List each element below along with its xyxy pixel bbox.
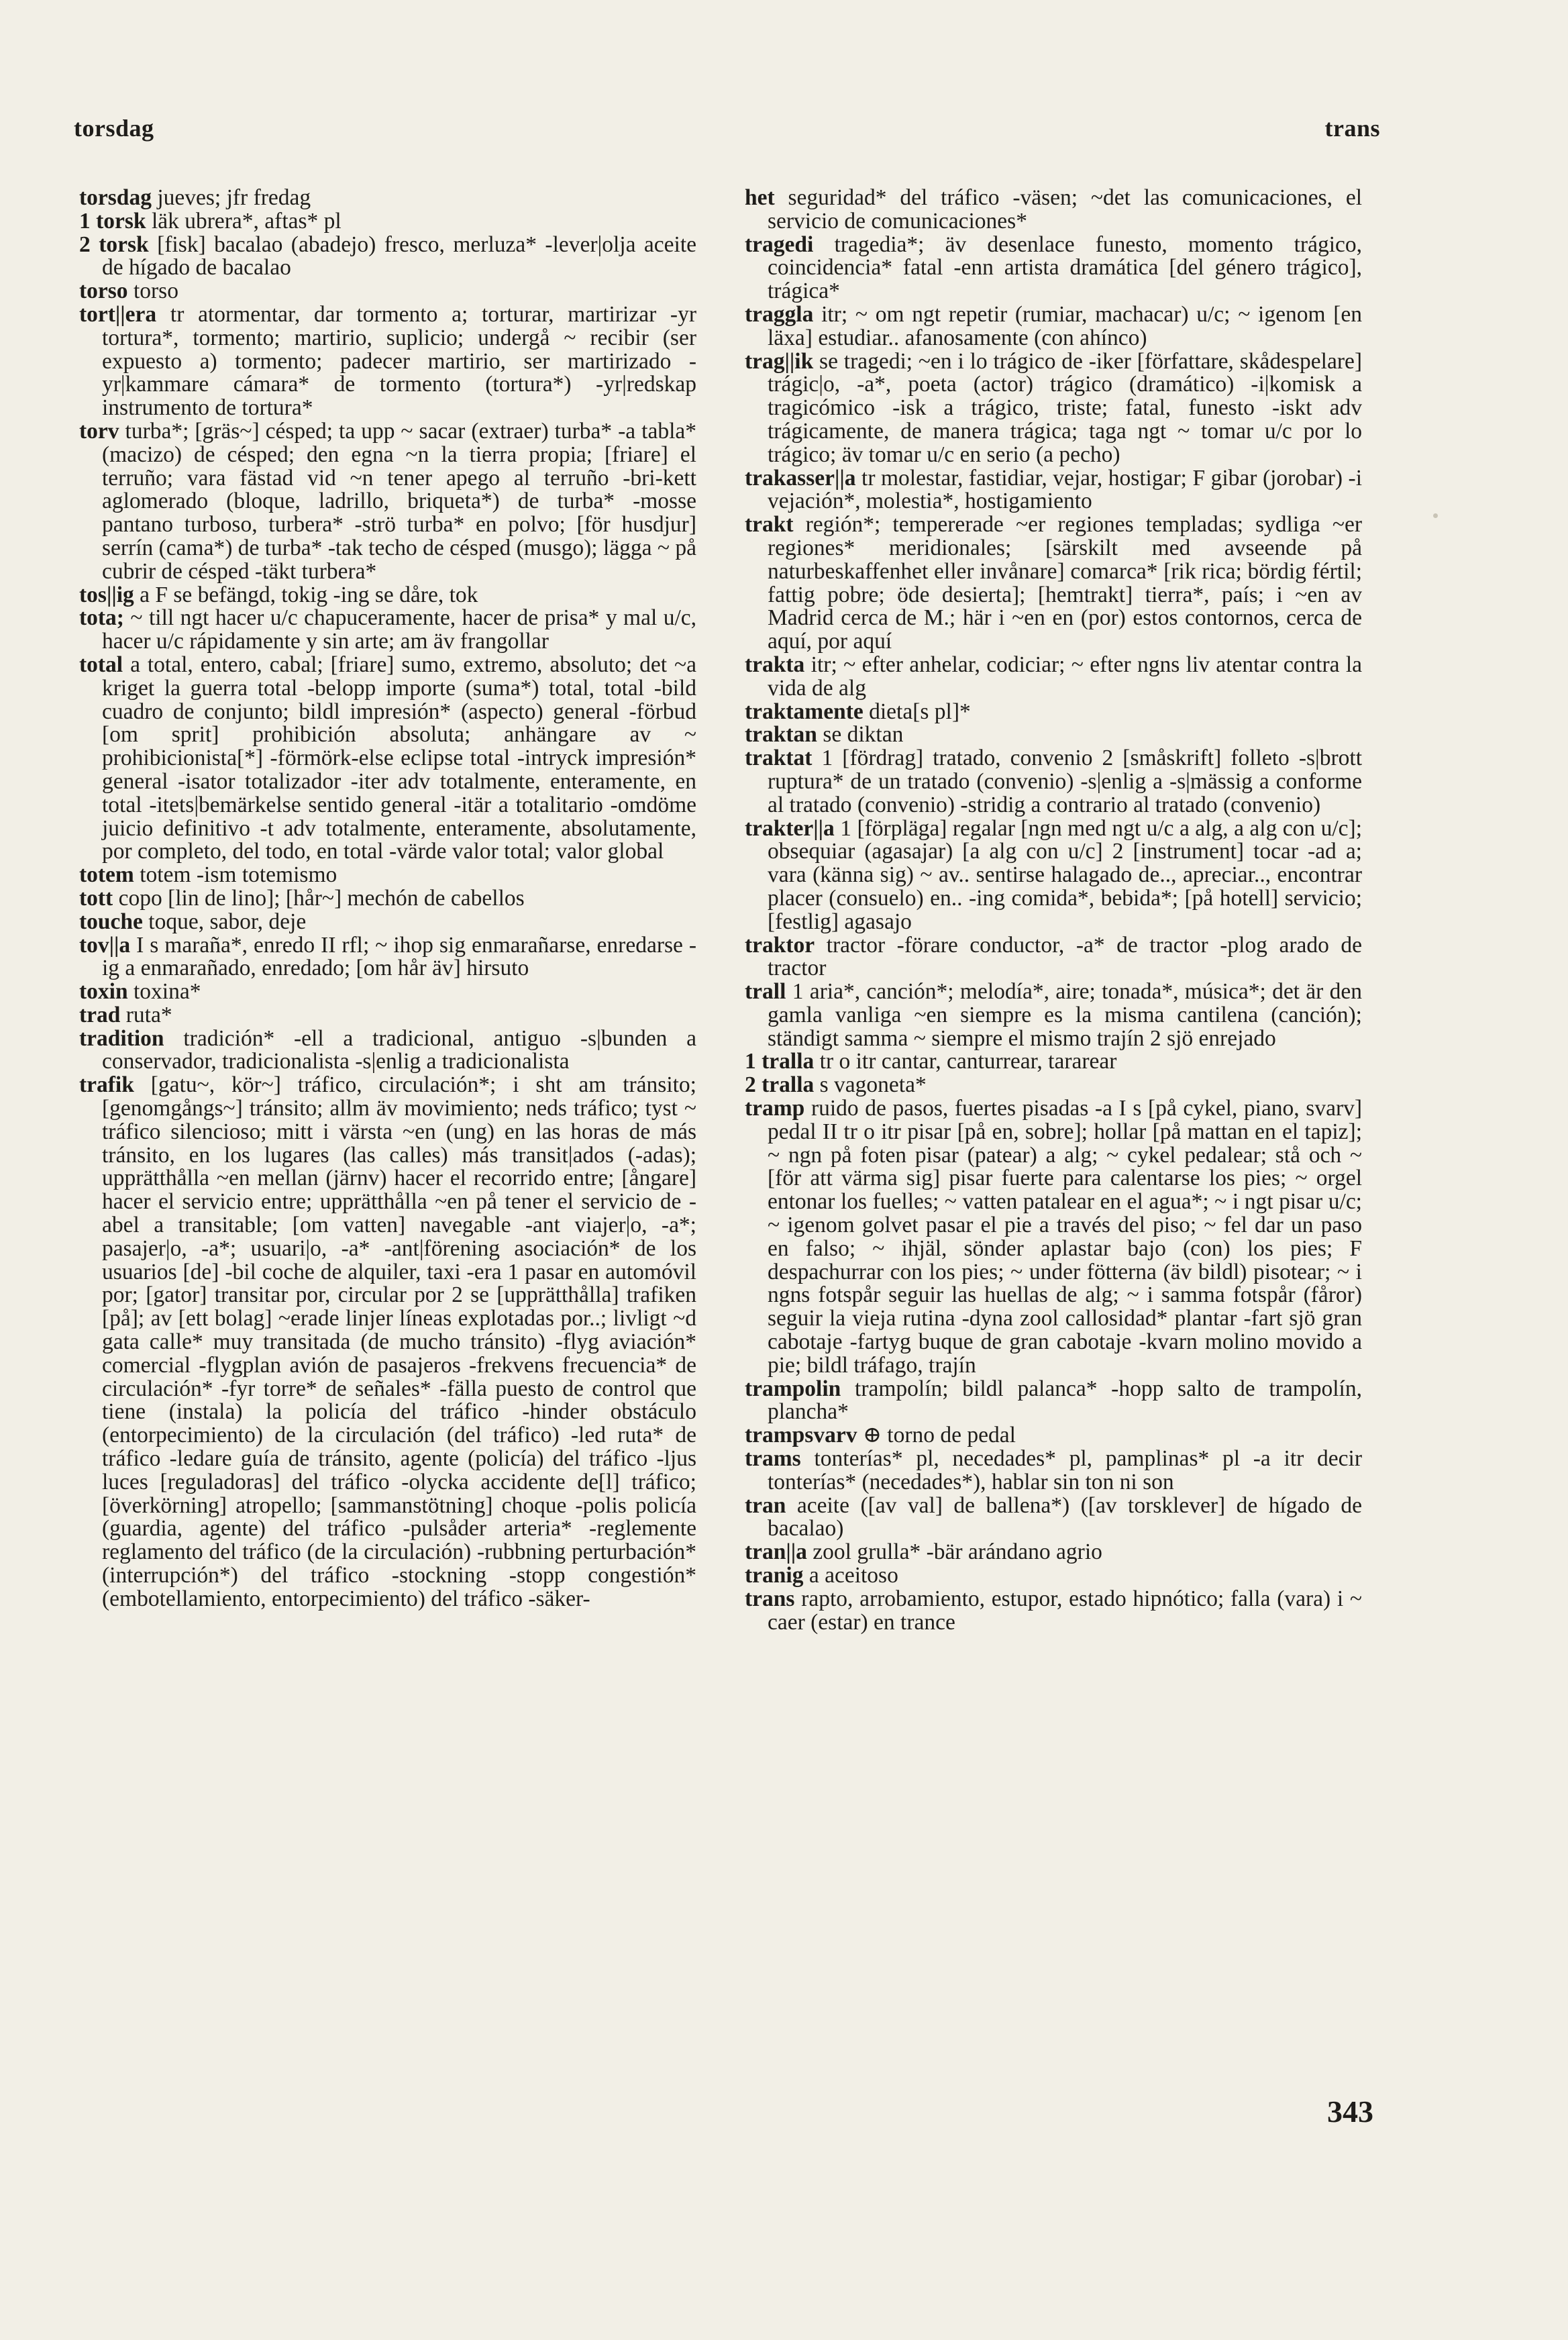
entry-definition: ~ till ngt hacer u/c chapuceramente, hacer de prisa* y mal u/c, hacer u/c rápidamente y sin arte; am äv frangollar xyxy=(102,605,696,654)
dictionary-entry xyxy=(745,1588,1362,1635)
entry-definition: itr; ~ efter anhelar, codiciar; ~ efter ngns liv atentar contra la vida de alg xyxy=(768,652,1363,701)
dictionary-entry xyxy=(745,303,1362,350)
entry-headword: torv xyxy=(79,418,119,444)
entry-headword: trampsvarv xyxy=(745,1423,857,1448)
left-guide-word: torsdag xyxy=(74,115,154,142)
entry-headword: totem xyxy=(79,862,134,888)
dictionary-entry xyxy=(745,187,1362,234)
dictionary-entry xyxy=(745,1378,1362,1425)
dictionary-entry xyxy=(79,280,696,303)
dictionary-entry xyxy=(745,817,1362,934)
entry-headword: trakasser||a xyxy=(745,465,856,491)
dictionary-entry xyxy=(79,420,696,584)
dictionary-entry xyxy=(745,1447,1362,1494)
entry-definition: tr molestar, fastidiar, vejar, hostigar; F gibar (jorobar) -i vejación*, molestia*, hostigamiento xyxy=(768,465,1363,514)
dictionary-entry xyxy=(745,350,1362,467)
dictionary-entry xyxy=(745,723,1362,747)
entry-definition: 1 aria*, canción*; melodía*, aire; tonada*, música*; det är den gamla vanliga ~en siempre es la misma cantilena (canción); ständigt samma ~ siempre el mismo trajín 2 sjö enrejado xyxy=(768,979,1363,1051)
entry-definition: jueves; jfr fredag xyxy=(157,185,311,210)
entry-definition: a F se befängd, tokig -ing se dåre, tok xyxy=(140,582,478,607)
entry-headword: tov||a xyxy=(79,932,131,958)
dictionary-entry xyxy=(745,1541,1362,1564)
entry-headword: trad xyxy=(79,1002,121,1027)
entry-definition: dieta[s pl]* xyxy=(869,699,971,724)
dictionary-entry xyxy=(79,1027,696,1074)
dictionary-entry xyxy=(79,934,696,981)
right-guide-word: trans xyxy=(1324,115,1380,142)
dictionary-entry xyxy=(79,303,696,420)
entry-definition: se tragedi; ~en i lo trágico de -iker [författare, skådespelare] trágic|o, -a*, poeta (actor) trágico (dramático) -i|komisk a tragicómico -isk a trágico, triste; fatal, funesto -iskt adv trágicamente, de manera trágica; taga ngt ~ tomar u/c por lo trágico; äv tomar u/c en serio (a pecho) xyxy=(768,348,1363,467)
dictionary-entry xyxy=(745,1050,1362,1074)
entry-definition: [gatu~, kör~] tráfico, circulación*; i sht am tránsito; [genomgångs~] tránsito; allm äv movimiento; neds tráfico; tyst ~ tráfico silencioso; mitt i värsta ~en (ung) en las horas de más tránsito, en los lugares (las calles) más transit|ados (-adas); upprätthålla ~en mellan (järnv) hacer el recorrido entre; [ångare] hacer el servicio entre; upprätthålla ~en på tener el servicio de -abel a transitable; [om vatten] navegable -ant viajer|o, -a*; pasajer|o, -a*; usuari|o, -a* -ant|förening asociación* de los usuarios [de] -bil coche de alquiler, taxi -era 1 pasar en automóvil por; [gator] transitar por, circular por 2 se [upprätthålla] trafiken [på]; av [ett bolag] ~erade linjer líneas explotadas por..; livligt ~d gata calle* muy transitada (de mucho tránsito) -flyg aviación* comercial -flygplan avión de pasajeros -frekvens frecuencia* de circulación* -fyr torre* de señales* -fälla puesto de control que tiene (instala) la policía del tráfico -hinder obstáculo (entorpecimiento) de la circulación (del tráfico) -led ruta* de tráfico -ledare guía de tránsito, agente (policía) del tráfico -ljus luces [reguladoras] del tráfico -olycka accidente de[l] tráfico; [överkörning] atropello; [sammanstötning] choque -polis policía (guardia, agente) del tráfico -pulsåder arteria* -reglemente reglamento del tráfico (de la circulación) -rubbning perturbación* (interrupción*) del tráfico -stockning -stopp congestión* (embotellamiento, entorpecimiento) del tráfico -säker- xyxy=(102,1072,696,1611)
entry-definition: tonterías* pl, necedades* pl, pamplinas* pl -a itr decir tonterías* (necedades*), hablar sin ton ni son xyxy=(768,1446,1362,1494)
entry-headword: trans xyxy=(745,1586,795,1611)
dictionary-entry xyxy=(79,187,696,210)
dictionary-entry xyxy=(745,513,1362,654)
entry-definition: a aceitoso xyxy=(808,1563,898,1588)
entry-definition: seguridad* del tráfico -väsen; ~det las comunicaciones, el servicio de comunicaciones* xyxy=(768,185,1363,234)
entry-headword: trams xyxy=(745,1446,801,1472)
entry-definition: tradición* -ell a tradicional, antiguo -s|bunden a conservador, tradicionalista -s|enlig a tradicionalista xyxy=(102,1025,697,1074)
dictionary-entry xyxy=(745,1564,1362,1588)
entry-definition: s vagoneta* xyxy=(819,1072,927,1098)
entry-headword: tott xyxy=(79,885,113,911)
entry-headword: total xyxy=(79,652,123,677)
entry-definition: rapto, arrobamiento, estupor, estado hipnótico; falla (vara) i ~ caer (estar) en trance xyxy=(768,1586,1363,1635)
dictionary-entry xyxy=(79,234,696,281)
entry-headword: tran||a xyxy=(745,1539,807,1565)
entry-definition: copo [lin de lino]; [hår~] mechón de cabellos xyxy=(118,885,525,911)
entry-definition: tr atormentar, dar tormento a; torturar, martirizar -yr tortura*, tormento; martirio, suplicio; undergå ~ recibir (ser expuesto a) tormento; padecer martirio, ser martirizado -yr|kammare cámara* de tormento (tortura*) -yr|redskap instrumento de tortura* xyxy=(102,301,696,421)
dictionary-entry xyxy=(79,1004,696,1027)
entry-headword: 1 torsk xyxy=(79,208,146,234)
entry-definition: toxina* xyxy=(133,979,201,1005)
dictionary-entry xyxy=(79,654,696,864)
entry-headword: torsdag xyxy=(79,185,152,210)
entry-definition: toque, sabor, deje xyxy=(148,909,307,934)
entry-headword: tranig xyxy=(745,1563,804,1588)
entry-definition: trampolín; bildl palanca* -hopp salto de trampolín, plancha* xyxy=(768,1376,1362,1425)
dictionary-entry xyxy=(745,980,1362,1050)
dictionary-entry xyxy=(79,980,696,1004)
dictionary-entry xyxy=(745,934,1362,981)
entry-headword: 1 tralla xyxy=(745,1049,815,1074)
entry-definition: 1 [fördrag] tratado, convenio 2 [småskrift] folleto -s|brott ruptura* de un tratado (convenio) -s|enlig a -s|mässig a conforme al tratado (convenio) -stridig a contrario al tratado (convenio) xyxy=(768,746,1362,817)
entry-definition: región*; tempererade ~er regiones templadas; sydliga ~er regiones* meridionales; [särskilt med avseende på naturbeskaffenhet eller invånare] comarca* [rik rica; bördig fértil; fattig pobre; öde desierta]; [hemtrakt] tierra*, país; i ~en av Madrid cerca de M.; här i ~en en (por) estos contornos, cerca de aquí, por aquí xyxy=(768,512,1363,654)
dictionary-entry xyxy=(745,747,1362,817)
dictionary-entry xyxy=(79,210,696,234)
entry-headword: 2 torsk xyxy=(79,232,149,257)
entry-definition: ruido de pasos, fuertes pisadas -a I s [på cykel, piano, svarv] pedal II tr o itr pisar [på en, sobre]; hollar [på mattan en el tapiz]; ~ ngn på foten pisar (patear) a alg; ~ cykel pedalear; stå och ~ [för att värma sig] pisar fuerte para calentarse los pies; ~ orgel entonar los fuelles; ~ vatten patalear en el agua*; ~ i ngt pisar u/c; ~ igenom golvet pasar el pie a través del piso; ~ fel dar un paso en falso; ~ ihjäl, sönder aplastar bajo (con) los pies; F despachurrar con los pies; ~ under fötterna (äv bildl) pisotear; ~ i ngns fotspår seguir las huellas de alg; ~ i samma fotspår (fåror) seguir la vieja rutina -dyna zool callosidad* plantar -fart sjö gran cabotaje -fartyg buque de gran cabotaje -kvarn molino movido a pie; bildl tráfago, trajín xyxy=(768,1096,1363,1378)
entry-headword: trall xyxy=(745,979,786,1005)
dictionary-entry xyxy=(745,234,1362,303)
dictionary-entry xyxy=(745,1074,1362,1097)
entry-headword: tramp xyxy=(745,1096,805,1121)
dictionary-entry xyxy=(79,584,696,607)
entry-definition: ruta* xyxy=(125,1002,172,1027)
paper-speck xyxy=(1433,513,1438,518)
dictionary-entry xyxy=(79,864,696,887)
entry-definition: se diktan xyxy=(823,722,904,748)
entry-definition: zool grulla* -bär arándano agrio xyxy=(813,1539,1102,1565)
entry-definition: 1 [förpläga] regalar [ngn med ngt u/c a alg, a alg con u/c]; obsequiar (agasajar) [a alg con u/c] 2 [instrument] tocar -ad a; vara (känna sig) ~ av.. sentirse halagado de.., apreciar.., encontrar placer (consuelo) en.. -ing comida*, bebida*; [på hotell] servicio; [festlig] agasajo xyxy=(768,815,1363,934)
dictionary-entry xyxy=(79,607,696,654)
page-number: 343 xyxy=(1327,2094,1373,2129)
entry-headword: trampolin xyxy=(745,1376,841,1401)
entry-headword: trafik xyxy=(79,1072,134,1098)
entry-headword: trakt xyxy=(745,512,794,538)
entry-headword: tradition xyxy=(79,1025,164,1051)
dictionary-entry xyxy=(79,887,696,911)
entry-headword: trakta xyxy=(745,652,805,677)
entry-headword: trag||ik xyxy=(745,348,814,374)
entry-definition: aceite ([av val] de ballena*) ([av torsklever] de hígado de bacalao) xyxy=(768,1492,1362,1541)
entry-headword: tos||ig xyxy=(79,582,134,607)
entry-headword: torso xyxy=(79,278,128,304)
entry-definition: totem -ism totemismo xyxy=(140,862,337,888)
entry-headword: traktamente xyxy=(745,699,864,724)
left-column xyxy=(79,187,696,1611)
entry-headword: traktat xyxy=(745,746,813,771)
dictionary-entry xyxy=(745,701,1362,724)
entry-definition: läk ubrera*, aftas* pl xyxy=(151,208,342,234)
entry-headword: tragedi xyxy=(745,232,814,257)
entry-definition: torso xyxy=(133,278,178,304)
entry-definition: itr; ~ om ngt repetir (rumiar, machacar) u/c; ~ igenom [en läxa] estudiar.. afanosamente (con ahínco) xyxy=(768,301,1363,350)
entry-definition: ⊕ torno de pedal xyxy=(862,1423,1016,1448)
dictionary-entry xyxy=(79,1074,696,1611)
entry-definition: tragedia*; äv desenlace funesto, momento trágico, coincidencia* fatal -enn artista dramática [del género trágico], trágica* xyxy=(768,232,1362,304)
entry-definition: tractor -förare conductor, -a* de tractor -plog arado de tractor xyxy=(768,932,1362,981)
entry-definition: turba*; [gräs~] césped; ta upp ~ sacar (extraer) turba* -a tabla* (macizo) de césped; den egna ~n la tierra propia; [friare] el terruño; vara fästad vid ~n tener apego al terruño -bri-kett aglomerado (bloque, ladrillo, briqueta*) de turba* -mosse pantano turboso, turbera* -strö turba* en polvo; [för husdjur] serrín (cama*) de turba* -tak techo de césped (musgo); lägga ~ på cubrir de césped -täkt turbera* xyxy=(102,418,697,584)
dictionary-entry xyxy=(745,1494,1362,1541)
entry-headword: 2 tralla xyxy=(745,1072,815,1098)
entry-headword: traggla xyxy=(745,301,814,327)
entry-headword: het xyxy=(745,185,775,210)
dictionary-entry xyxy=(79,911,696,934)
entry-headword: touche xyxy=(79,909,143,934)
dictionary-entry xyxy=(745,1424,1362,1447)
dictionary-entry xyxy=(745,654,1362,701)
entry-headword: toxin xyxy=(79,979,128,1005)
entry-definition: tr o itr cantar, canturrear, tararear xyxy=(819,1049,1117,1074)
entry-definition: I s maraña*, enredo II rfl; ~ ihop sig enmarañarse, enredarse -ig a enmarañado, enredado; [om hår äv] hirsuto xyxy=(102,932,697,981)
entry-headword: traktor xyxy=(745,932,815,958)
dictionary-entry xyxy=(745,1097,1362,1378)
dictionary-entry xyxy=(745,467,1362,514)
entry-headword: tota; xyxy=(79,605,124,631)
entry-definition: [fisk] bacalao (abadejo) fresco, merluza* -lever|olja aceite de hígado de bacalao xyxy=(102,232,696,281)
entry-headword: trakter||a xyxy=(745,815,835,841)
right-column xyxy=(745,187,1362,1634)
entry-definition: a total, entero, cabal; [friare] sumo, extremo, absoluto; det ~a kriget la guerra total -belopp importe (suma*) total, total -bild cuadro de conjunto; bildl impresión* (aspecto) general -förbud [om sprit] prohibición absoluta; anhängare av ~ prohibicionista[*] -förmörk-else eclipse total -intryck impresión* general -isator totalizador -iter adv totalmente, enteramente, en total -itets|bemärkelse sentido general -itär a totalitario -omdöme juicio definitivo -t adv totalmente, enteramente, absolutamente, por completo, del todo, en total -värde valor total; valor global xyxy=(102,652,696,864)
entry-headword: tran xyxy=(745,1492,786,1518)
entry-headword: traktan xyxy=(745,722,817,748)
entry-headword: tort||era xyxy=(79,301,157,327)
